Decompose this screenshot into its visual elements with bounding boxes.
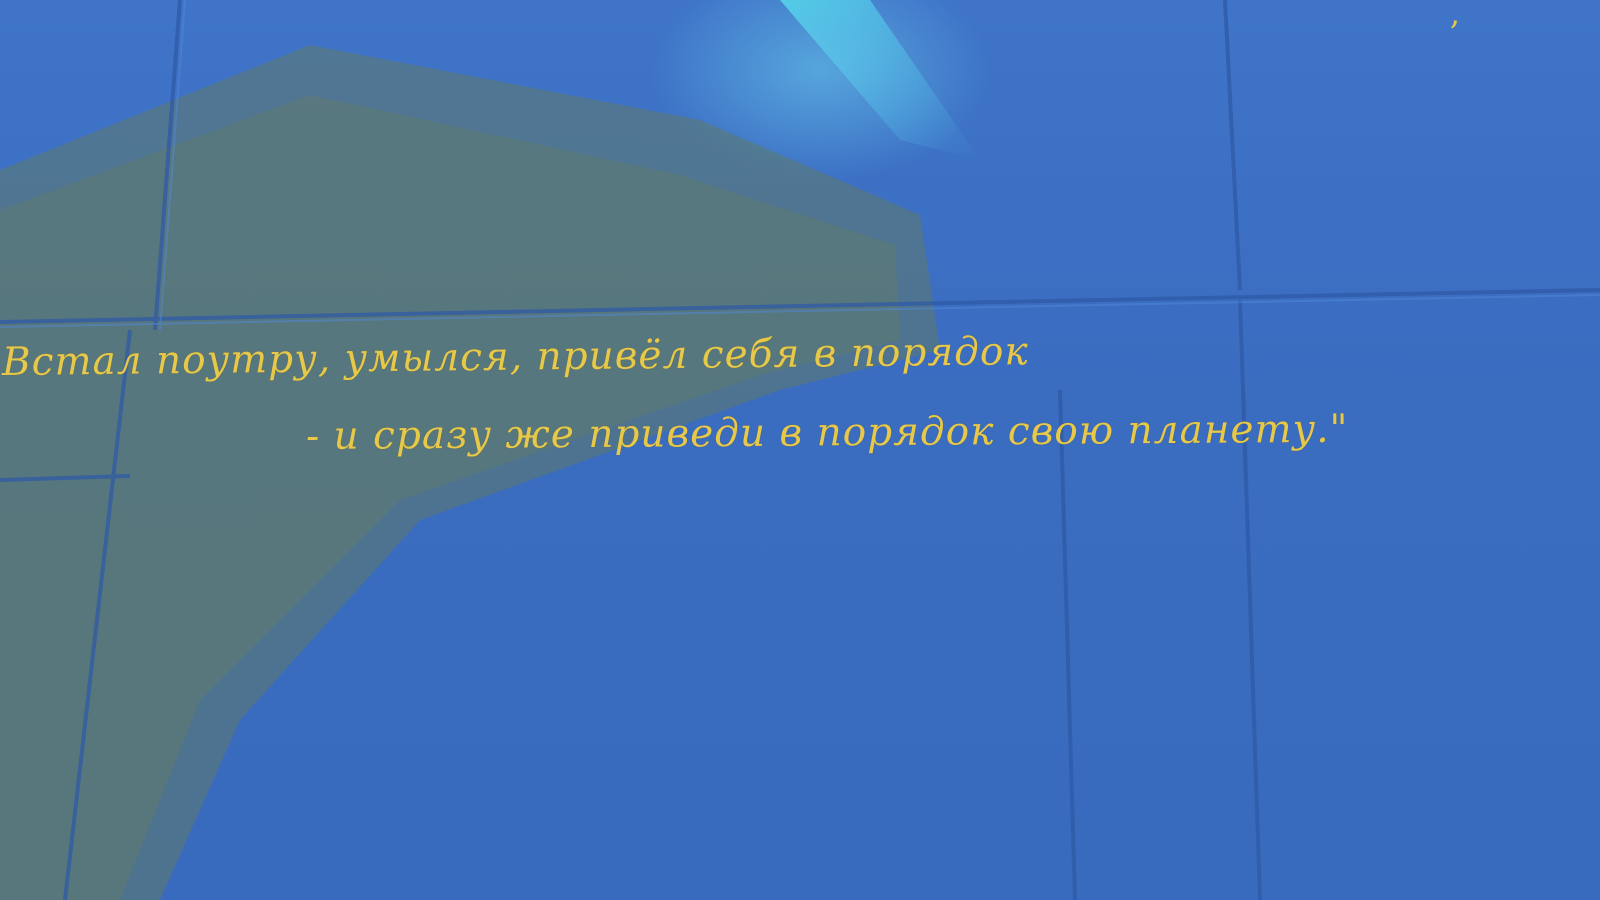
corner-brush-mark: , xyxy=(1449,0,1460,32)
quote-line-1: Встал поутру, умылся, привёл себя в порядок xyxy=(1,329,1029,385)
quote-line-2: - и сразу же приведи в порядок свою планету." xyxy=(305,406,1349,459)
